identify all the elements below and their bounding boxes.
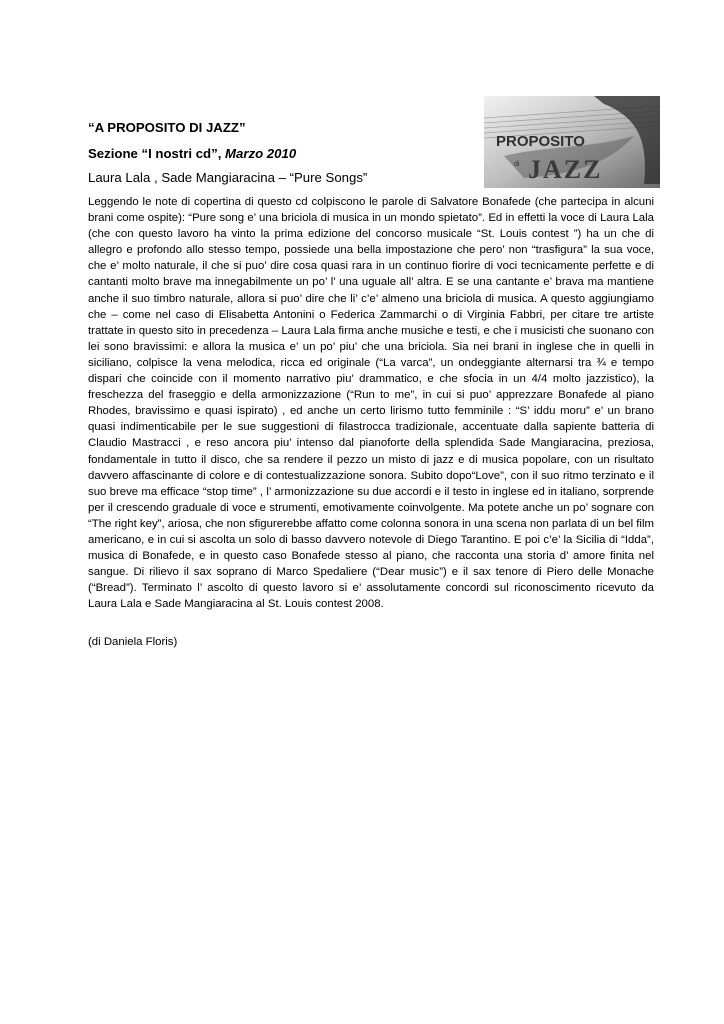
section-date: Marzo 2010 <box>225 146 297 161</box>
a-proposito-di-jazz-logo <box>484 96 660 188</box>
svg-text:JAZZ: JAZZ <box>528 155 603 184</box>
svg-text:PROPOSITO: PROPOSITO <box>496 133 585 150</box>
section-label: Sezione “I nostri cd”, <box>88 146 222 161</box>
album-line: Laura Lala , Sade Mangiaracina – “Pure Songs” <box>88 170 368 185</box>
article-paragraph: Leggendo le note di copertina di questo cd colpiscono le parole di Salvatore Bonafede (che partecipa in alcuni brani come ospite): “Pure song e’ una briciola di musica in un mondo spietato”. Ed in effetti la voce di Laura Lala (che con questo lavoro ha vinto la prima edizione del concorso musicale “St. Louis contest ”) ha un che di allegro e profondo allo stesso tempo, possiede una bella impostazione che pero’ non “trasfigura” la sua voce, che e’ molto naturale, il che si puo’ dire cosa quasi rara in un continuo fiorire di voci tecnicamente perfette e di cantanti molto brave ma innegabilmente un po’ l’ una uguale all’ altra. E se una cantante e’ brava ma mantiene anche il suo timbro naturale, allora si puo’ dire che li’ c’e’ almeno una briciola di musica. A questo aggiungiamo che – come nel caso di Elisabetta Antonini o Federica Zammarchi o di Virginia Fabbri, per citare tre artiste trattate in questo sito in precedenza – Laura Lala firma anche musiche e testi, e che i musicisti che suonano con lei sono bravissimi: e allora la musica e’ un po’ piu’ che una briciola. Sia nei brani in inglese che in quelli in siciliano, colpisce la vena melodica, ricca ed originale (“La varca”, un ondeggiante alternarsi tra ¾ e tempo dispari che coincide con il momento narrativo piu’ drammatico, e che sfocia in un 4/4 molto jazzistico), la freschezza del fraseggio e della armonizzazione (“Run to me”, in cui si puo’ apprezzare Bonafede al piano Rhodes, bravissimo e quasi ispirato) , ed anche un certo lirismo tutto femminile : “S’ iddu moru” e’ un brano quasi indimenticabile per le sue suggestioni di filastrocca tradizionale, accentuate dalla sapiente batteria di Claudio Mastracci , e reso ancora piu’ intenso dal pianoforte della splendida Sade Mangiaracina, preziosa, fondamentale in tutto il disco, che sa rendere il pezzo un misto di jazz e di musica popolare, con un risultato davvero affascinante di colore e di contestualizzazione sonora. Subito dopo“Love”, con il suo ritmo terzinato e il suo breve ma efficace “stop time” , l’ armonizzazione su due accordi e il testo in inglese ed in italiano, sorprende per il crescendo graduale di voce e strumenti, emotivamente coinvolgente. Ma potete anche un po’ sognare con “The right key”, ariosa, che non sfigurerebbe affatto come colonna sonora in una scena non parlata di un bel film americano, e in cui si ascolta un solo di basso davvero notevole di Diego Tarantino. E poi c’e’ la Sicilia di “Idda”, musica di Bonafede, e in questo caso Bonafede stesso al piano, che racconta una storia d’ amore finita nel sangue. Di rilievo il sax soprano di Marco Spedaliere (“Dear music”) e il sax tenore di Piero delle Monache (“Bread”). Terminato l’ ascolto di questo lavoro si e’ assolutamente concordi sul riconoscimento ricevuto da Laura Lala e Sade Mangiaracina al St. Louis contest 2008. <box>88 196 654 611</box>
article-author: (di Daniela Floris) <box>88 636 178 648</box>
article-body <box>88 194 654 612</box>
document-title: “A PROPOSITO DI JAZZ” <box>88 120 246 135</box>
svg-text:di: di <box>514 161 520 168</box>
section-heading <box>88 146 296 161</box>
